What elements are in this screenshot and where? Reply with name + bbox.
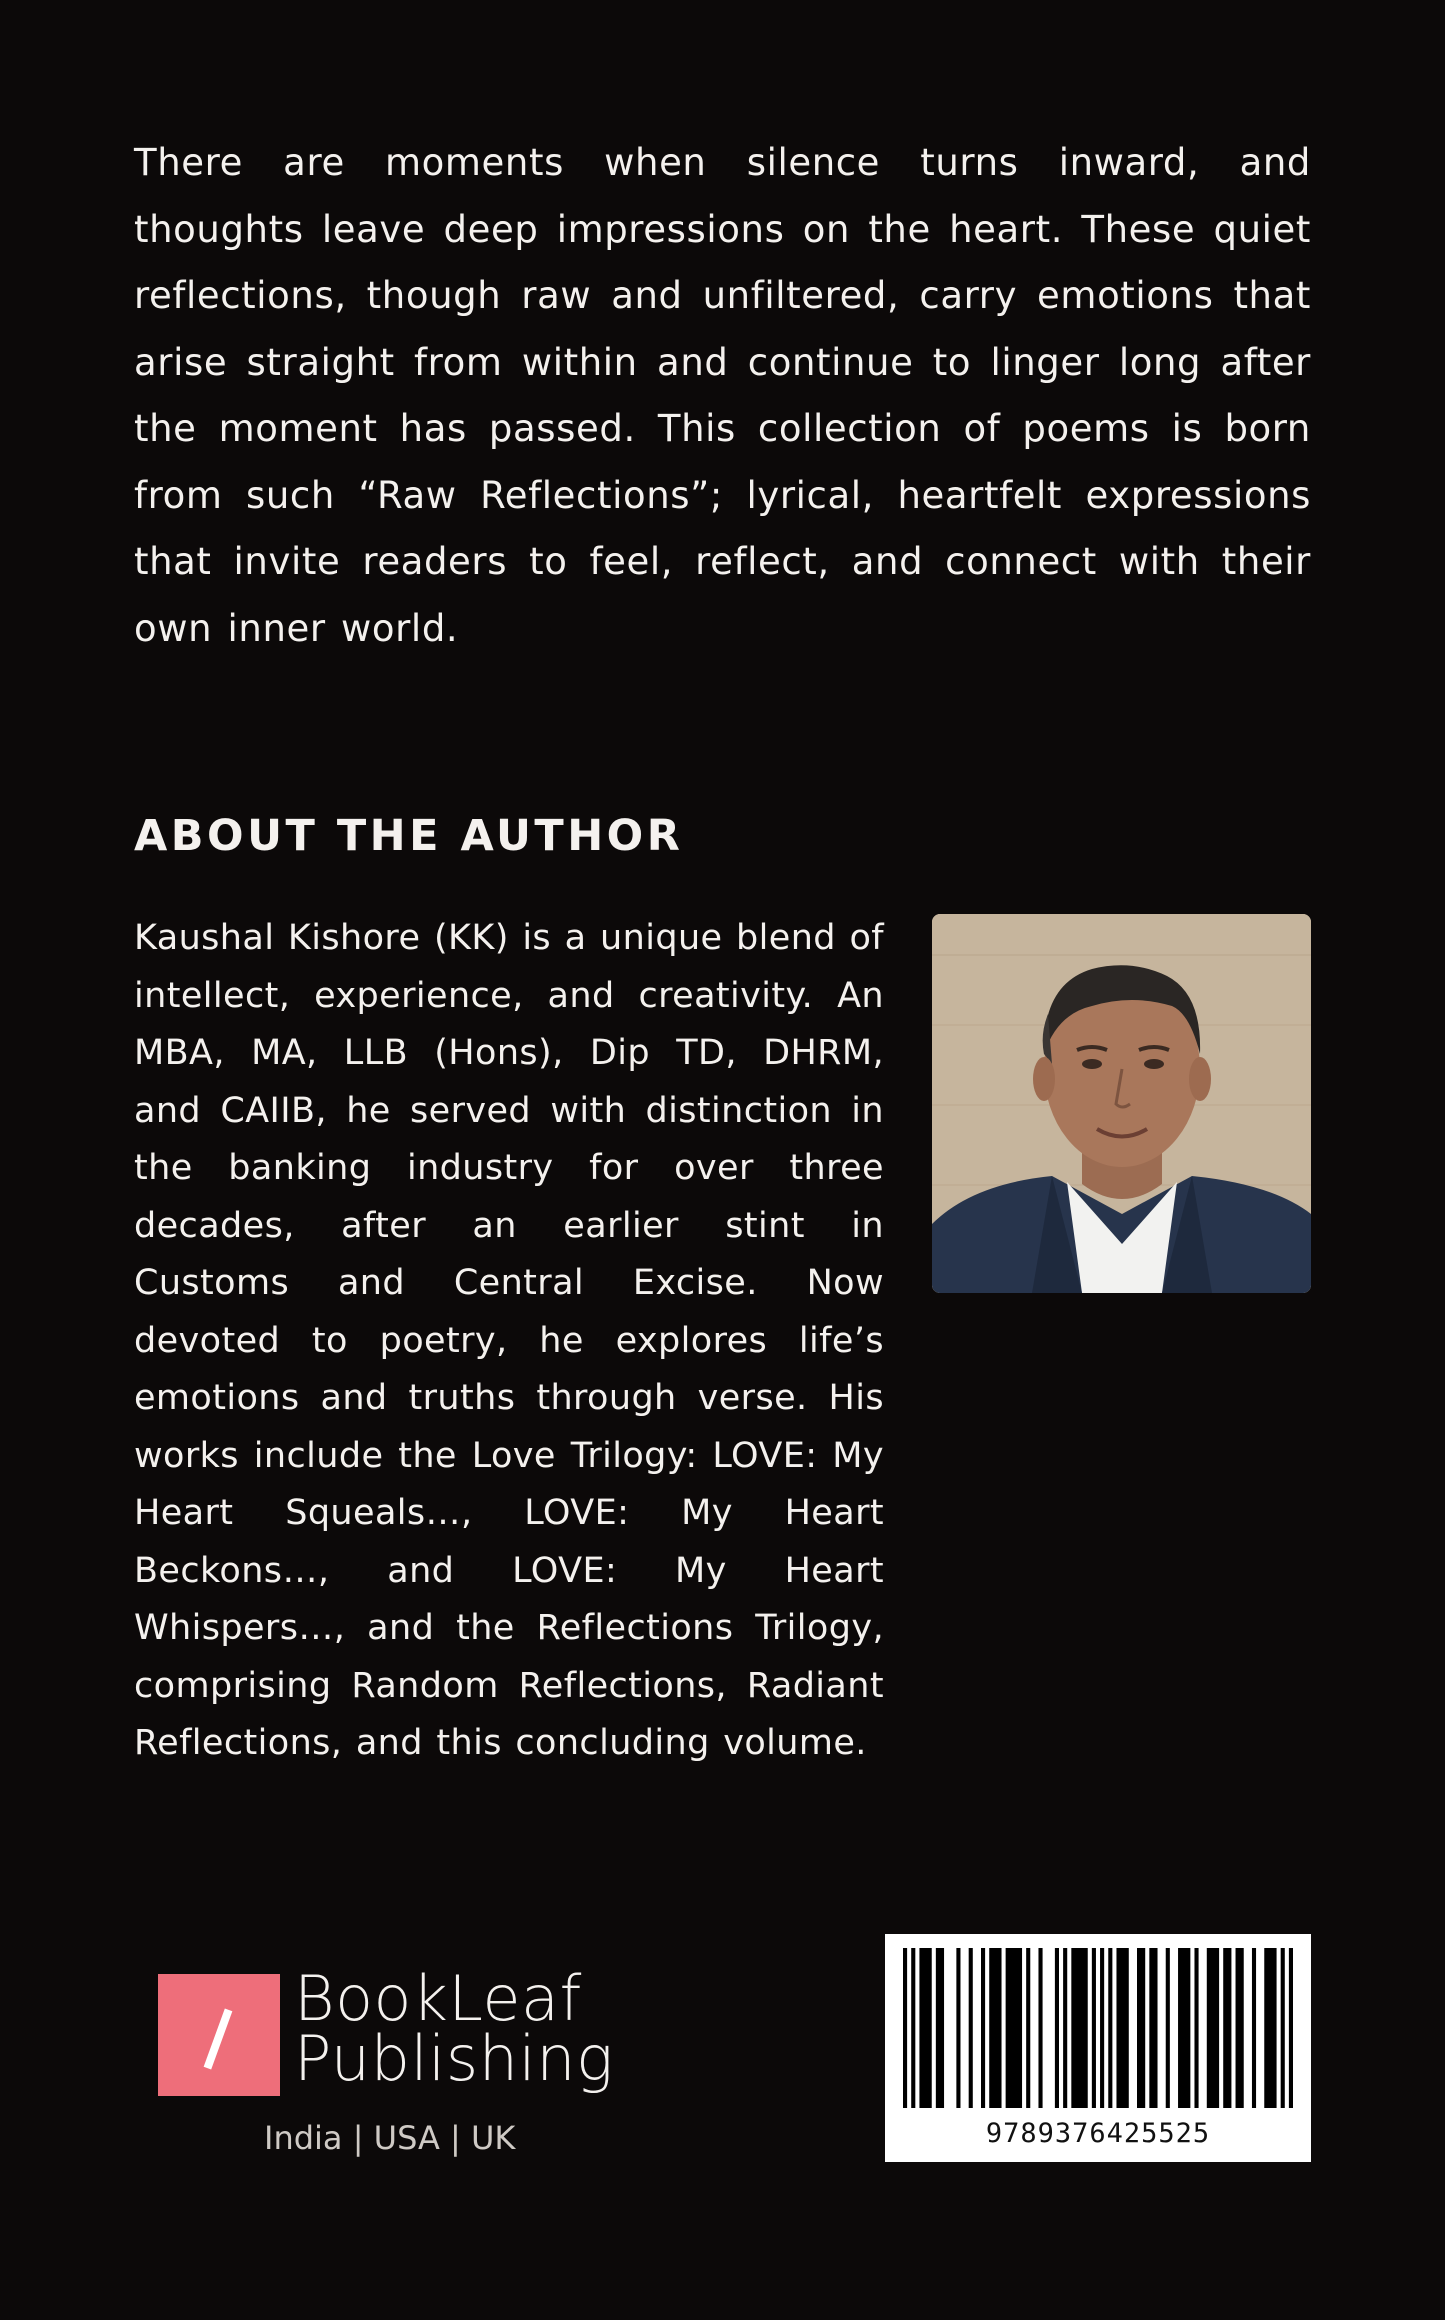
barcode-bar [1116,1948,1128,2108]
barcode-bar [1026,1948,1030,2108]
author-photo [932,914,1311,1293]
book-blurb: There are moments when silence turns inward, and thoughts leave deep impressions on the heart. These quiet reflections, though raw and unfiltered, carry emotions that arise straight from within and continue to linger long after the moment has passed. This collection of poems is born from such “Raw Reflections”; lyrical, heartfelt expressions that invite readers to feel, reflect, and connect with their own inner world. [134,141,1311,650]
barcode-bar [989,1948,1001,2108]
barcode-bar [1137,1948,1145,2108]
publisher-logo [158,1962,618,2170]
barcode-bar [1289,1948,1293,2108]
barcode-bar [969,1948,973,2108]
barcode-bar [1055,1948,1059,2108]
publisher-name-line2: Publishing [294,2022,614,2095]
barcode-bar [919,1948,931,2108]
barcode-bar [911,1948,915,2108]
barcode-bar [936,1948,944,2108]
isbn-number: 9789376425525 [985,2118,1211,2149]
barcode-bar [981,1948,985,2108]
publisher-logo-mark [158,1974,280,2096]
barcode-bar [1149,1948,1157,2108]
isbn-barcode [885,1934,1311,2162]
barcode-bar [1071,1948,1087,2108]
barcode-bar [1038,1948,1042,2108]
barcode-bar [1264,1948,1276,2108]
barcode-bar [1252,1948,1256,2108]
barcode-bar [1063,1948,1067,2108]
barcode-bar [903,1948,907,2108]
barcode-bar [1092,1948,1096,2108]
barcode-bar [956,1948,960,2108]
barcode-bar [1281,1948,1285,2108]
barcode-bar [1166,1948,1170,2108]
barcode-bar [1194,1948,1198,2108]
barcode-bar [1207,1948,1219,2108]
publisher-name-line1: BookLeaf [294,1962,582,2035]
slash-icon [204,2009,233,2070]
publisher-tagline: India | USA | UK [264,2119,516,2157]
barcode-bar [1223,1948,1231,2108]
barcode-bar [1236,1948,1244,2108]
barcode-bar [1178,1948,1190,2108]
barcode-bars [885,1934,1311,2120]
about-author-heading: ABOUT THE AUTHOR [134,811,684,861]
barcode-bar [1108,1948,1112,2108]
author-bio: Kaushal Kishore (KK) is a unique blend of intellect, experience, and creativity. An MBA, MA, LLB (Hons), Dip TD, DHRM, and CAIIB, he served with distinction in the banking industry for over three decades, after an earlier stint in Customs and Central Excise. Now devoted to poetry, he explores life’s emotions and truths through verse. His works include the Love Trilogy: LOVE: My Heart Squeals…, LOVE: My Heart Beckons…, and LOVE: My Heart Whispers…, and the Reflections Trilogy, comprising Random Reflections, Radiant Reflections, and this concluding volume. [134,918,884,1763]
barcode-bar [1006,1948,1022,2108]
barcode-bar [1100,1948,1104,2108]
